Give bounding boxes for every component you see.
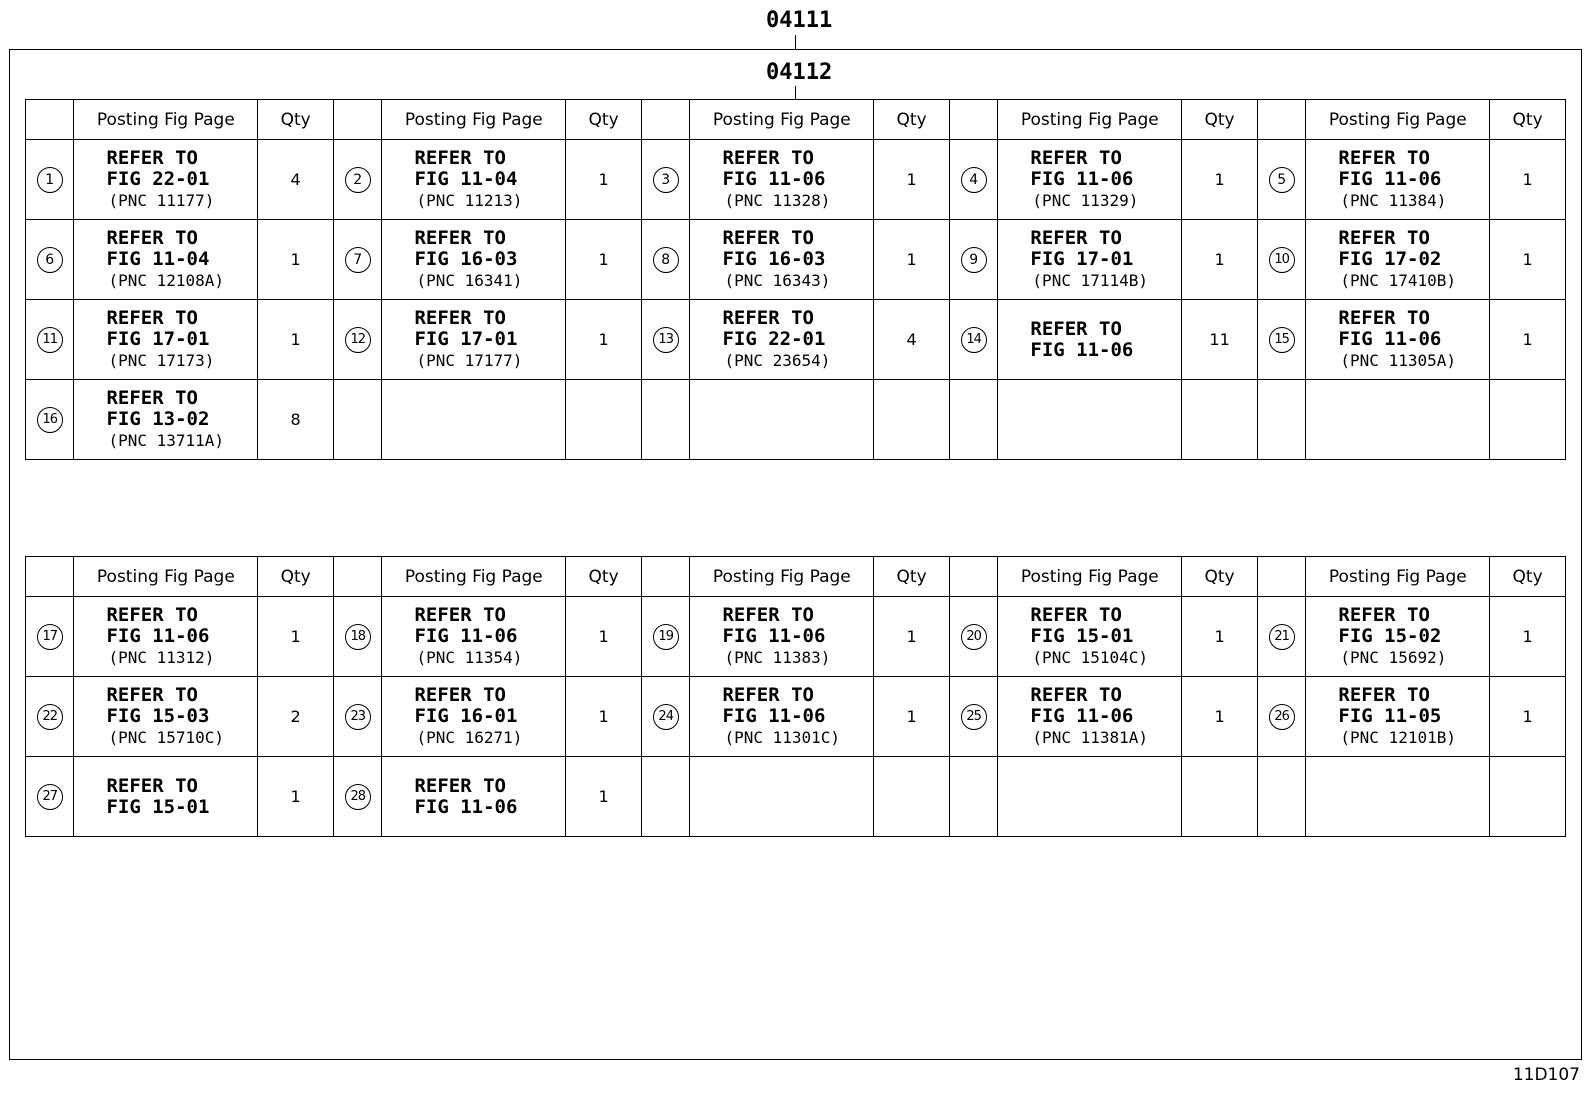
- qty-cell: 1: [874, 677, 950, 757]
- qty-cell: 4: [874, 300, 950, 380]
- callout-number: 1: [37, 167, 63, 193]
- qty-cell: 1: [258, 757, 334, 837]
- qty-cell: [566, 380, 642, 460]
- index-header: [949, 557, 997, 597]
- posting-fig-page-cell: [382, 597, 566, 677]
- item-index-cell: [641, 677, 689, 757]
- callout-number: 21: [1269, 624, 1295, 650]
- pnc-reference: (PNC 11329): [1032, 190, 1139, 210]
- posting-fig-page-cell: [690, 220, 874, 300]
- posting-fig-page-cell: [1306, 597, 1490, 677]
- pnc-reference: (PNC 11354): [416, 647, 523, 667]
- refer-to-text: REFER TO: [106, 146, 198, 169]
- posting-fig-page-cell: [690, 757, 874, 837]
- pnc-reference: (PNC 16343): [724, 270, 831, 290]
- refer-to-text: REFER TO: [722, 603, 814, 626]
- item-index-cell: [1257, 380, 1305, 460]
- qty-cell: 2: [258, 677, 334, 757]
- parts-reference-table-1: [25, 99, 1566, 460]
- item-index-cell: [949, 757, 997, 837]
- posting-fig-page-cell: [998, 380, 1182, 460]
- index-header: [1257, 100, 1305, 140]
- pnc-reference: (PNC 11305A): [1340, 350, 1456, 370]
- item-index-cell: [26, 677, 74, 757]
- refer-to-text: REFER TO: [1338, 683, 1430, 706]
- qty-header: Qty: [258, 100, 334, 140]
- callout-number: 25: [961, 704, 987, 730]
- posting-fig-page-cell: [382, 757, 566, 837]
- index-header: [1257, 557, 1305, 597]
- item-index-cell: [949, 300, 997, 380]
- qty-header: Qty: [1490, 100, 1566, 140]
- qty-cell: 1: [566, 220, 642, 300]
- callout-number: 9: [961, 247, 987, 273]
- posting-fig-page-header: Posting Fig Page: [690, 100, 874, 140]
- item-index-cell: [949, 140, 997, 220]
- posting-fig-page-cell: [74, 757, 258, 837]
- qty-header: Qty: [566, 100, 642, 140]
- pnc-reference: (PNC 17177): [416, 350, 523, 370]
- leader-line-subgroup: [795, 86, 796, 99]
- posting-fig-page-cell: [998, 220, 1182, 300]
- posting-fig-page-cell: [1306, 677, 1490, 757]
- posting-fig-page-cell: [382, 140, 566, 220]
- posting-fig-page-cell: [690, 677, 874, 757]
- qty-cell: [874, 757, 950, 837]
- qty-cell: 1: [1182, 597, 1258, 677]
- qty-header: Qty: [874, 557, 950, 597]
- figure-reference: FIG 15-03: [106, 704, 210, 727]
- callout-number: 14: [961, 327, 987, 353]
- posting-fig-page-cell: [1306, 300, 1490, 380]
- callout-number: 22: [37, 704, 63, 730]
- qty-cell: [874, 380, 950, 460]
- header-row: [26, 557, 1566, 597]
- figure-reference: FIG 11-06: [1030, 167, 1134, 190]
- posting-fig-page-cell: [382, 380, 566, 460]
- item-index-cell: [949, 597, 997, 677]
- pnc-reference: (PNC 15710C): [108, 727, 225, 747]
- item-index-cell: [333, 380, 381, 460]
- qty-cell: 1: [1490, 140, 1566, 220]
- item-index-cell: [641, 220, 689, 300]
- pnc-reference: (PNC 17173): [108, 350, 215, 370]
- item-index-cell: [641, 140, 689, 220]
- refer-to-text: REFER TO: [1030, 317, 1122, 340]
- posting-fig-page-header: Posting Fig Page: [1306, 557, 1490, 597]
- posting-fig-page-cell: [998, 140, 1182, 220]
- pnc-reference: (PNC 13711A): [108, 430, 225, 450]
- figure-reference: FIG 17-01: [414, 327, 518, 350]
- item-index-cell: [26, 300, 74, 380]
- item-index-cell: [949, 220, 997, 300]
- refer-to-text: REFER TO: [1338, 146, 1430, 169]
- table-row: [26, 677, 1566, 757]
- refer-to-text: REFER TO: [414, 306, 506, 329]
- callout-number: 8: [653, 247, 679, 273]
- pnc-reference: (PNC 17114B): [1032, 270, 1149, 290]
- callout-number: 17: [37, 624, 63, 650]
- callout-number: 27: [37, 784, 63, 810]
- posting-fig-page-cell: [998, 757, 1182, 837]
- qty-cell: 1: [566, 677, 642, 757]
- index-header: [641, 557, 689, 597]
- callout-number: 16: [37, 407, 63, 433]
- qty-cell: 1: [566, 140, 642, 220]
- posting-fig-page-cell: [382, 220, 566, 300]
- posting-fig-page-header: Posting Fig Page: [382, 100, 566, 140]
- callout-number: 6: [37, 247, 63, 273]
- item-index-cell: [26, 757, 74, 837]
- posting-fig-page-cell: [998, 597, 1182, 677]
- qty-cell: 1: [874, 597, 950, 677]
- item-index-cell: [1257, 597, 1305, 677]
- qty-cell: 1: [258, 300, 334, 380]
- item-index-cell: [26, 220, 74, 300]
- figure-reference: FIG 11-06: [1030, 338, 1134, 361]
- posting-fig-page-cell: [998, 677, 1182, 757]
- refer-to-text: REFER TO: [414, 146, 506, 169]
- table-row: [26, 597, 1566, 677]
- posting-fig-page-cell: [998, 300, 1182, 380]
- posting-fig-page-cell: [74, 380, 258, 460]
- index-header: [949, 100, 997, 140]
- callout-number: 11: [37, 327, 63, 353]
- refer-to-text: REFER TO: [1030, 226, 1122, 249]
- pnc-reference: (PNC 12101B): [1340, 727, 1456, 747]
- callout-number: 13: [653, 327, 679, 353]
- pnc-reference: (PNC 11312): [108, 647, 215, 667]
- posting-fig-page-cell: [74, 140, 258, 220]
- refer-to-text: REFER TO: [722, 306, 814, 329]
- item-index-cell: [1257, 677, 1305, 757]
- figure-reference: FIG 11-06: [722, 624, 826, 647]
- refer-to-text: REFER TO: [1030, 146, 1122, 169]
- figure-reference: FIG 22-01: [722, 327, 826, 350]
- posting-fig-page-cell: [1306, 380, 1490, 460]
- callout-number: 2: [345, 167, 371, 193]
- refer-to-text: REFER TO: [722, 146, 814, 169]
- qty-cell: 1: [1182, 677, 1258, 757]
- callout-number: 26: [1269, 704, 1295, 730]
- figure-reference: FIG 16-03: [722, 247, 826, 270]
- subgroup-code: 04112: [766, 60, 833, 85]
- posting-fig-page-cell: [74, 597, 258, 677]
- qty-cell: [1490, 757, 1566, 837]
- figure-reference: FIG 11-06: [414, 624, 518, 647]
- qty-cell: [1182, 380, 1258, 460]
- posting-fig-page-header: Posting Fig Page: [74, 100, 258, 140]
- pnc-reference: (PNC 17410B): [1340, 270, 1456, 290]
- qty-cell: 1: [1490, 597, 1566, 677]
- posting-fig-page-cell: [74, 220, 258, 300]
- posting-fig-page-header: Posting Fig Page: [998, 100, 1182, 140]
- pnc-reference: (PNC 11384): [1340, 190, 1447, 210]
- posting-fig-page-cell: [382, 300, 566, 380]
- callout-number: 7: [345, 247, 371, 273]
- figure-reference: FIG 16-03: [414, 247, 518, 270]
- qty-cell: 4: [258, 140, 334, 220]
- figure-reference: FIG 22-01: [106, 167, 210, 190]
- pnc-reference: (PNC 11383): [724, 647, 831, 667]
- posting-fig-page-cell: [1306, 757, 1490, 837]
- qty-cell: 11: [1182, 300, 1258, 380]
- callout-number: 10: [1269, 247, 1295, 273]
- pnc-reference: (PNC 16341): [416, 270, 523, 290]
- figure-reference: FIG 11-06: [722, 704, 826, 727]
- qty-cell: 1: [258, 220, 334, 300]
- pnc-reference: (PNC 11213): [416, 190, 523, 210]
- pnc-reference: (PNC 11301C): [724, 727, 841, 747]
- refer-to-text: REFER TO: [414, 683, 506, 706]
- item-index-cell: [333, 300, 381, 380]
- figure-reference: FIG 11-05: [1338, 704, 1442, 727]
- figure-reference: FIG 13-02: [106, 407, 210, 430]
- index-header: [641, 100, 689, 140]
- refer-to-text: REFER TO: [106, 774, 198, 797]
- item-index-cell: [333, 220, 381, 300]
- parts-reference-table-2: [25, 556, 1566, 837]
- figure-reference: FIG 15-01: [106, 795, 210, 818]
- qty-header: Qty: [874, 100, 950, 140]
- posting-fig-page-cell: [690, 380, 874, 460]
- item-index-cell: [1257, 220, 1305, 300]
- qty-cell: [1490, 380, 1566, 460]
- item-index-cell: [333, 597, 381, 677]
- qty-cell: 1: [1490, 220, 1566, 300]
- item-index-cell: [641, 597, 689, 677]
- table-row: [26, 757, 1566, 837]
- pnc-reference: (PNC 11381A): [1032, 727, 1149, 747]
- header-row: [26, 100, 1566, 140]
- callout-number: 12: [345, 327, 371, 353]
- callout-number: 19: [653, 624, 679, 650]
- pnc-reference: (PNC 15104C): [1032, 647, 1149, 667]
- qty-header: Qty: [258, 557, 334, 597]
- item-index-cell: [26, 380, 74, 460]
- qty-cell: 1: [566, 300, 642, 380]
- qty-cell: 1: [874, 220, 950, 300]
- posting-fig-page-cell: [1306, 220, 1490, 300]
- figure-reference: FIG 15-02: [1338, 624, 1442, 647]
- table-row: [26, 220, 1566, 300]
- index-header: [333, 557, 381, 597]
- qty-cell: 1: [566, 757, 642, 837]
- pnc-reference: (PNC 16271): [416, 727, 523, 747]
- table-row: [26, 300, 1566, 380]
- refer-to-text: REFER TO: [106, 683, 198, 706]
- refer-to-text: REFER TO: [722, 226, 814, 249]
- item-index-cell: [949, 380, 997, 460]
- item-index-cell: [641, 757, 689, 837]
- item-index-cell: [641, 300, 689, 380]
- item-index-cell: [26, 597, 74, 677]
- callout-number: 28: [345, 784, 371, 810]
- item-index-cell: [1257, 757, 1305, 837]
- figure-reference: FIG 17-01: [1030, 247, 1134, 270]
- item-index-cell: [641, 380, 689, 460]
- posting-fig-page-cell: [74, 300, 258, 380]
- callout-number: 5: [1269, 167, 1295, 193]
- refer-to-text: REFER TO: [106, 603, 198, 626]
- item-index-cell: [333, 140, 381, 220]
- posting-fig-page-cell: [382, 677, 566, 757]
- refer-to-text: REFER TO: [722, 683, 814, 706]
- refer-to-text: REFER TO: [1030, 683, 1122, 706]
- qty-header: Qty: [566, 557, 642, 597]
- callout-number: 4: [961, 167, 987, 193]
- refer-to-text: REFER TO: [1338, 603, 1430, 626]
- figure-reference: FIG 17-01: [106, 327, 210, 350]
- group-code: 04111: [766, 8, 833, 33]
- figure-reference: FIG 17-02: [1338, 247, 1442, 270]
- callout-number: 18: [345, 624, 371, 650]
- qty-cell: 1: [874, 140, 950, 220]
- pnc-reference: (PNC 11328): [724, 190, 831, 210]
- qty-header: Qty: [1182, 557, 1258, 597]
- item-index-cell: [333, 757, 381, 837]
- refer-to-text: REFER TO: [1338, 306, 1430, 329]
- table-row: [26, 140, 1566, 220]
- item-index-cell: [1257, 140, 1305, 220]
- qty-cell: [1182, 757, 1258, 837]
- pnc-reference: (PNC 15692): [1340, 647, 1447, 667]
- posting-fig-page-header: Posting Fig Page: [74, 557, 258, 597]
- posting-fig-page-header: Posting Fig Page: [382, 557, 566, 597]
- figure-reference: FIG 11-06: [414, 795, 518, 818]
- index-header: [333, 100, 381, 140]
- refer-to-text: REFER TO: [1030, 603, 1122, 626]
- figure-reference: FIG 11-06: [722, 167, 826, 190]
- figure-reference: FIG 11-06: [1338, 327, 1442, 350]
- refer-to-text: REFER TO: [414, 774, 506, 797]
- qty-cell: 1: [566, 597, 642, 677]
- qty-cell: 1: [1490, 677, 1566, 757]
- pnc-reference: (PNC 23654): [724, 350, 831, 370]
- qty-header: Qty: [1490, 557, 1566, 597]
- refer-to-text: REFER TO: [106, 306, 198, 329]
- callout-number: 20: [961, 624, 987, 650]
- item-index-cell: [1257, 300, 1305, 380]
- refer-to-text: REFER TO: [1338, 226, 1430, 249]
- posting-fig-page-header: Posting Fig Page: [690, 557, 874, 597]
- figure-reference: FIG 11-04: [414, 167, 518, 190]
- qty-cell: 1: [1490, 300, 1566, 380]
- table-row: [26, 380, 1566, 460]
- posting-fig-page-cell: [690, 597, 874, 677]
- qty-header: Qty: [1182, 100, 1258, 140]
- refer-to-text: REFER TO: [414, 603, 506, 626]
- pnc-reference: (PNC 12108A): [108, 270, 225, 290]
- posting-fig-page-cell: [690, 140, 874, 220]
- posting-fig-page-cell: [1306, 140, 1490, 220]
- callout-number: 24: [653, 704, 679, 730]
- figure-reference: FIG 11-06: [1338, 167, 1442, 190]
- refer-to-text: REFER TO: [106, 226, 198, 249]
- refer-to-text: REFER TO: [106, 386, 198, 409]
- posting-fig-page-header: Posting Fig Page: [998, 557, 1182, 597]
- callout-number: 23: [345, 704, 371, 730]
- pnc-reference: (PNC 11177): [108, 190, 215, 210]
- item-index-cell: [333, 677, 381, 757]
- item-index-cell: [26, 140, 74, 220]
- figure-reference: FIG 11-04: [106, 247, 210, 270]
- figure-reference: FIG 11-06: [106, 624, 210, 647]
- figure-id: 11D107: [1512, 1065, 1580, 1085]
- posting-fig-page-cell: [74, 677, 258, 757]
- qty-cell: 1: [1182, 140, 1258, 220]
- qty-cell: 1: [258, 597, 334, 677]
- item-index-cell: [949, 677, 997, 757]
- callout-number: 15: [1269, 327, 1295, 353]
- index-header: [26, 100, 74, 140]
- index-header: [26, 557, 74, 597]
- leader-line-group: [795, 35, 796, 49]
- callout-number: 3: [653, 167, 679, 193]
- figure-reference: FIG 15-01: [1030, 624, 1134, 647]
- posting-fig-page-cell: [690, 300, 874, 380]
- qty-cell: 8: [258, 380, 334, 460]
- qty-cell: 1: [1182, 220, 1258, 300]
- posting-fig-page-header: Posting Fig Page: [1306, 100, 1490, 140]
- figure-reference: FIG 16-01: [414, 704, 518, 727]
- refer-to-text: REFER TO: [414, 226, 506, 249]
- figure-reference: FIG 11-06: [1030, 704, 1134, 727]
